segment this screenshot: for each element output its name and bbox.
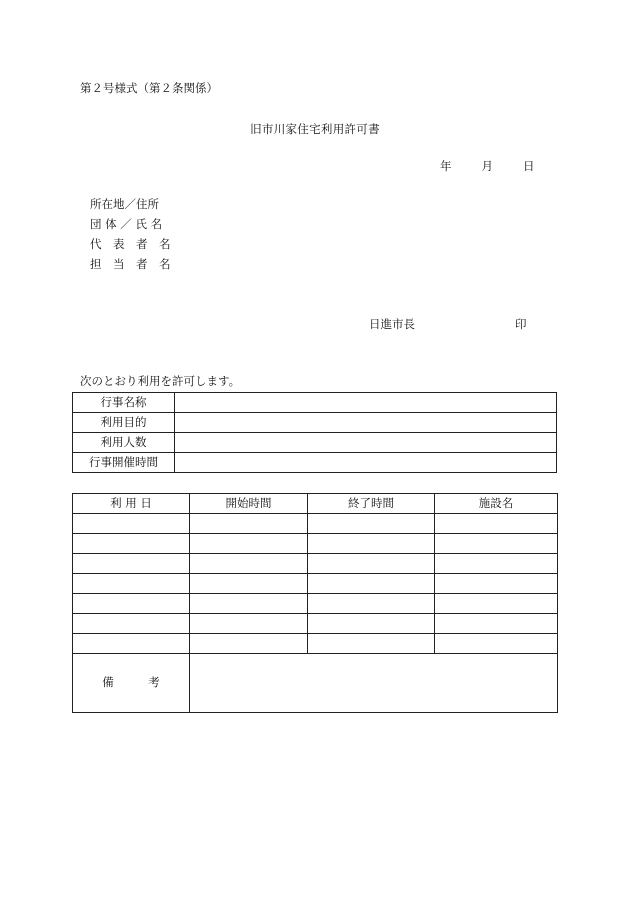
table-cell [73,574,190,594]
table-cell [308,514,435,534]
table-cell [308,634,435,654]
document-title: 旧市川家住宅利用許可書 [250,122,380,136]
intro-text: 次のとおり利用を許可します。 [80,374,241,388]
usage-date-header: 利 用 日 [73,494,190,514]
table-cell [190,534,308,554]
event-name-label: 行事名称 [73,393,175,413]
table-cell [73,614,190,634]
table-cell [73,534,190,554]
issuer-title: 日進市長 [369,317,415,331]
table-cell [435,514,558,534]
table-row [73,453,557,473]
table-row [73,614,558,634]
schedule-header-row [73,494,558,514]
facility-name-header: 施設名 [435,494,558,514]
table-cell [73,554,190,574]
table-cell [190,554,308,574]
table-row [73,634,558,654]
remarks-label: 備 考 [73,654,190,713]
event-hours-value [175,453,557,473]
end-time-header: 終了時間 [308,494,435,514]
representative-name-label: 代 表 者 名 [90,237,171,251]
date-day-label: 日 [523,159,535,173]
table-cell [73,634,190,654]
table-row [73,534,558,554]
table-cell [308,574,435,594]
applicant-address-label: 所在地／住所 [90,197,159,211]
table-cell [435,634,558,654]
table-cell [308,594,435,614]
event-hours-label: 行事開催時間 [73,453,175,473]
contact-person-label: 担 当 者 名 [90,257,171,271]
remarks-row [73,654,558,713]
table-cell [73,594,190,614]
attendees-value [175,433,557,453]
table-cell [308,614,435,634]
table-cell [190,634,308,654]
table-row [73,413,557,433]
table-row [73,574,558,594]
attendees-label: 利用人数 [73,433,175,453]
table-cell [308,554,435,574]
start-time-header: 開始時間 [190,494,308,514]
table-cell [190,614,308,634]
table-cell [435,594,558,614]
table-cell [190,594,308,614]
table-cell [308,534,435,554]
seal-mark: 印 [515,317,527,331]
table-row [73,514,558,534]
table-cell [435,614,558,634]
table-cell [190,514,308,534]
purpose-value [175,413,557,433]
table-cell [435,554,558,574]
table-cell [73,514,190,534]
date-line [440,161,535,173]
purpose-label: 利用目的 [73,413,175,433]
table-row [73,554,558,574]
table-row [73,393,557,413]
table-row [73,594,558,614]
event-info-table [72,392,557,473]
table-cell [435,534,558,554]
remarks-value [190,654,558,713]
date-month-label: 月 [481,159,493,173]
date-year-label: 年 [440,159,452,173]
applicant-name-label: 団 体 ／ 氏 名 [90,217,163,231]
form-number: 第２号様式（第２条関係） [80,81,218,95]
table-row [73,433,557,453]
table-cell [435,574,558,594]
event-name-value [175,393,557,413]
table-cell [190,574,308,594]
schedule-table [72,493,558,713]
